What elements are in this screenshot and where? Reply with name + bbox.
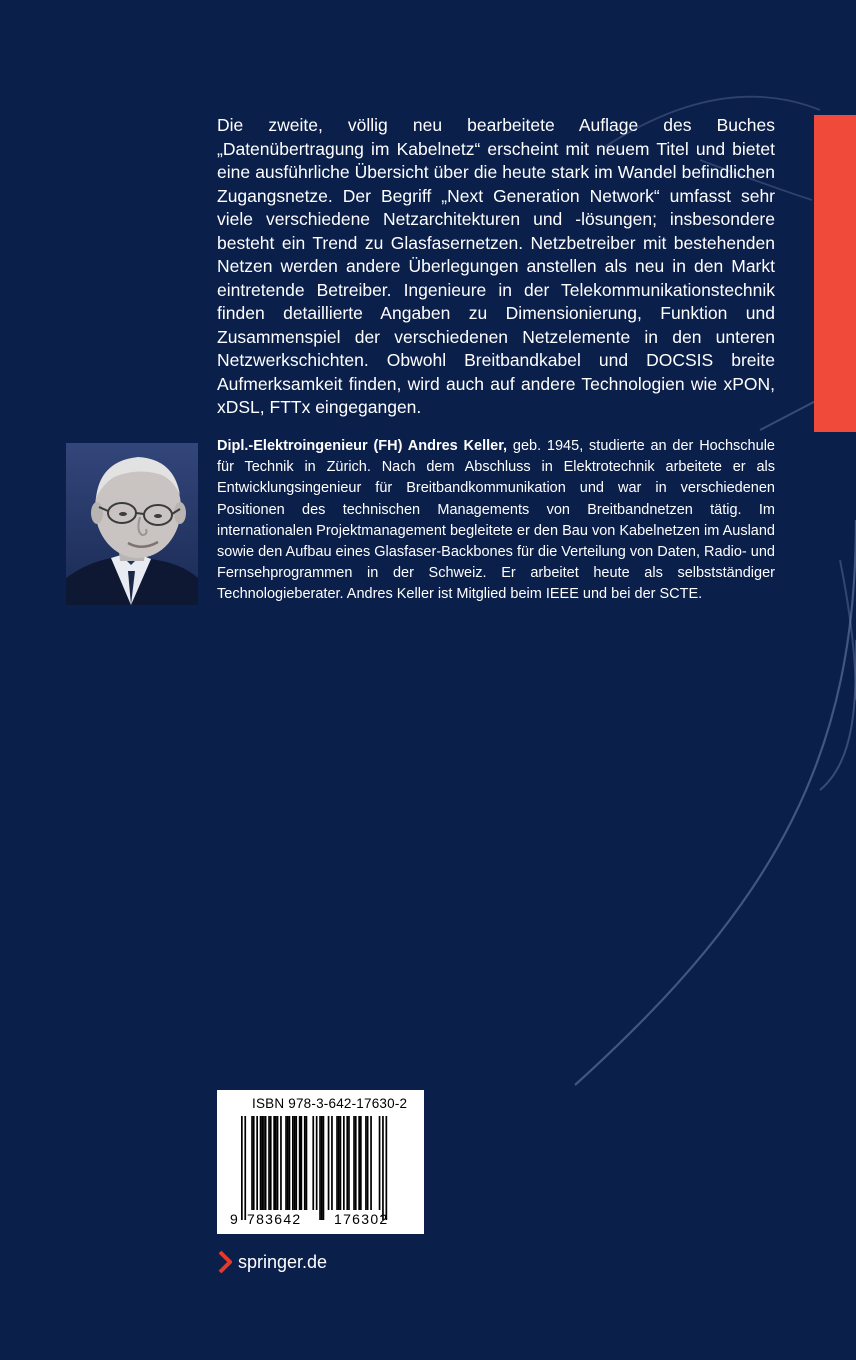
isbn-barcode xyxy=(217,1090,424,1234)
barcode-bar xyxy=(365,1116,367,1210)
barcode-bar xyxy=(340,1116,342,1210)
barcode-bar xyxy=(316,1116,318,1210)
barcode-bar xyxy=(323,1116,325,1220)
barcode-bar xyxy=(379,1116,381,1210)
barcode-bar xyxy=(270,1116,272,1210)
chevron-right-icon xyxy=(218,1250,232,1274)
barcode-bar xyxy=(256,1116,258,1210)
barcode-bar xyxy=(360,1116,362,1210)
barcode-bar xyxy=(355,1116,357,1210)
publisher-link[interactable] xyxy=(218,1248,327,1276)
barcode-bar xyxy=(289,1116,291,1210)
barcode-bar xyxy=(273,1116,275,1210)
barcode-bar xyxy=(287,1116,289,1210)
barcode-bar xyxy=(277,1116,279,1210)
barcode-bar xyxy=(285,1116,287,1210)
barcode-bar xyxy=(306,1116,308,1210)
barcode-bar xyxy=(275,1116,277,1210)
barcode-bar xyxy=(353,1116,355,1210)
barcode-bar xyxy=(244,1116,246,1220)
barcode-bar xyxy=(367,1116,369,1210)
barcode-bar xyxy=(263,1116,265,1210)
barcode-bar xyxy=(253,1116,255,1210)
barcode-bar xyxy=(304,1116,306,1210)
publisher-url: springer.de xyxy=(238,1251,328,1272)
barcode-bar xyxy=(346,1116,348,1210)
barcode-bar xyxy=(343,1116,345,1210)
barcode-bar xyxy=(280,1116,282,1210)
author-bio xyxy=(217,436,775,606)
barcode-lead-digit: 9 xyxy=(230,1211,240,1227)
barcode-bar xyxy=(261,1116,263,1210)
isbn-label: ISBN 978-3-642-17630-2 xyxy=(252,1096,408,1111)
book-description: Die zweite, völlig neu bearbeitete Auflage des Buches „Datenübertragung im Kabelnetz“ erscheint mit neuem Titel und bietet eine ausführliche Übersicht über die heute stark im Wandel befindlichen Zugangsnetze. Der Begriff „Next Generation Network“ umfasst sehr viele verschiedene Netzarchitekturen und -lösungen; insbesondere besteht ein Trend zu Glasfasernetzen. Netzbetreiber mit bestehenden Netzen werden andere Überlegungen anstellen als neu in den Markt eintretende Betreiber. Ingenieure in der Telekommunikationstechnik finden detaillierte Angaben zu Dimensionierung, Funktion und Zusammenspiel der verschiedenen Netzelemente in den unteren Netzwerkschichten. Obwohl Breitbandkabel und DOCSIS breite Aufmerksamkeit finden, wird auch auf andere Technologien wie xPON, xDSL, FTTx eingegangen. xyxy=(217,115,775,417)
author-name: Dipl.-Elektroingenieur (FH) Andres Keller, xyxy=(217,438,508,454)
barcode-bar xyxy=(348,1116,350,1210)
author-portrait-illustration xyxy=(66,443,198,605)
barcode-bar xyxy=(251,1116,253,1210)
barcode-bar xyxy=(294,1116,296,1210)
barcode-bar xyxy=(265,1116,267,1210)
author-photo xyxy=(66,443,198,605)
author-bio-text: geb. 1945, studierte an der Hochschule für Technik in Zürich. Nach dem Abschluss in Elektrotechnik arbeitete er als Entwicklungsingenieur für Breitbandkommunikation und war in verschiedenen Positionen des technischen Managements von Breitbandnetzen tätig. Im internationalen Projektmanagement begleitete er den Bau von Kabelnetzen im Ausland sowie den Aufbau eines Glasfaser-Backbones für die Verteilung von Daten, Radio- und Fernsehprogrammen in der Schweiz. Er arbeitet heute als selbstständiger Technologieberater. Andres Keller ist Mitglied beim IEEE und bei der SCTE. xyxy=(217,438,775,603)
barcode-bar xyxy=(382,1116,384,1220)
barcode-bar xyxy=(241,1116,243,1220)
barcode-bar xyxy=(292,1116,294,1210)
red-accent-bar xyxy=(814,115,856,432)
barcode-bar xyxy=(321,1116,323,1220)
barcode-bar xyxy=(268,1116,270,1210)
barcode-bar xyxy=(336,1116,338,1210)
barcode-bar xyxy=(358,1116,360,1210)
barcode-bar xyxy=(338,1116,340,1210)
barcode-left-digits: 783642 xyxy=(247,1211,302,1227)
barcode-bar xyxy=(319,1116,321,1220)
barcode-bar xyxy=(370,1116,372,1210)
barcode-right-digits: 176302 xyxy=(334,1211,389,1227)
barcode-bar xyxy=(299,1116,301,1210)
barcode-bar xyxy=(260,1116,262,1210)
barcode-bar xyxy=(295,1116,297,1210)
barcode-bar xyxy=(312,1116,314,1210)
barcode-bar xyxy=(331,1116,333,1210)
barcode-bar xyxy=(328,1116,330,1210)
barcode-bar xyxy=(386,1116,388,1220)
barcode-bar xyxy=(301,1116,303,1210)
